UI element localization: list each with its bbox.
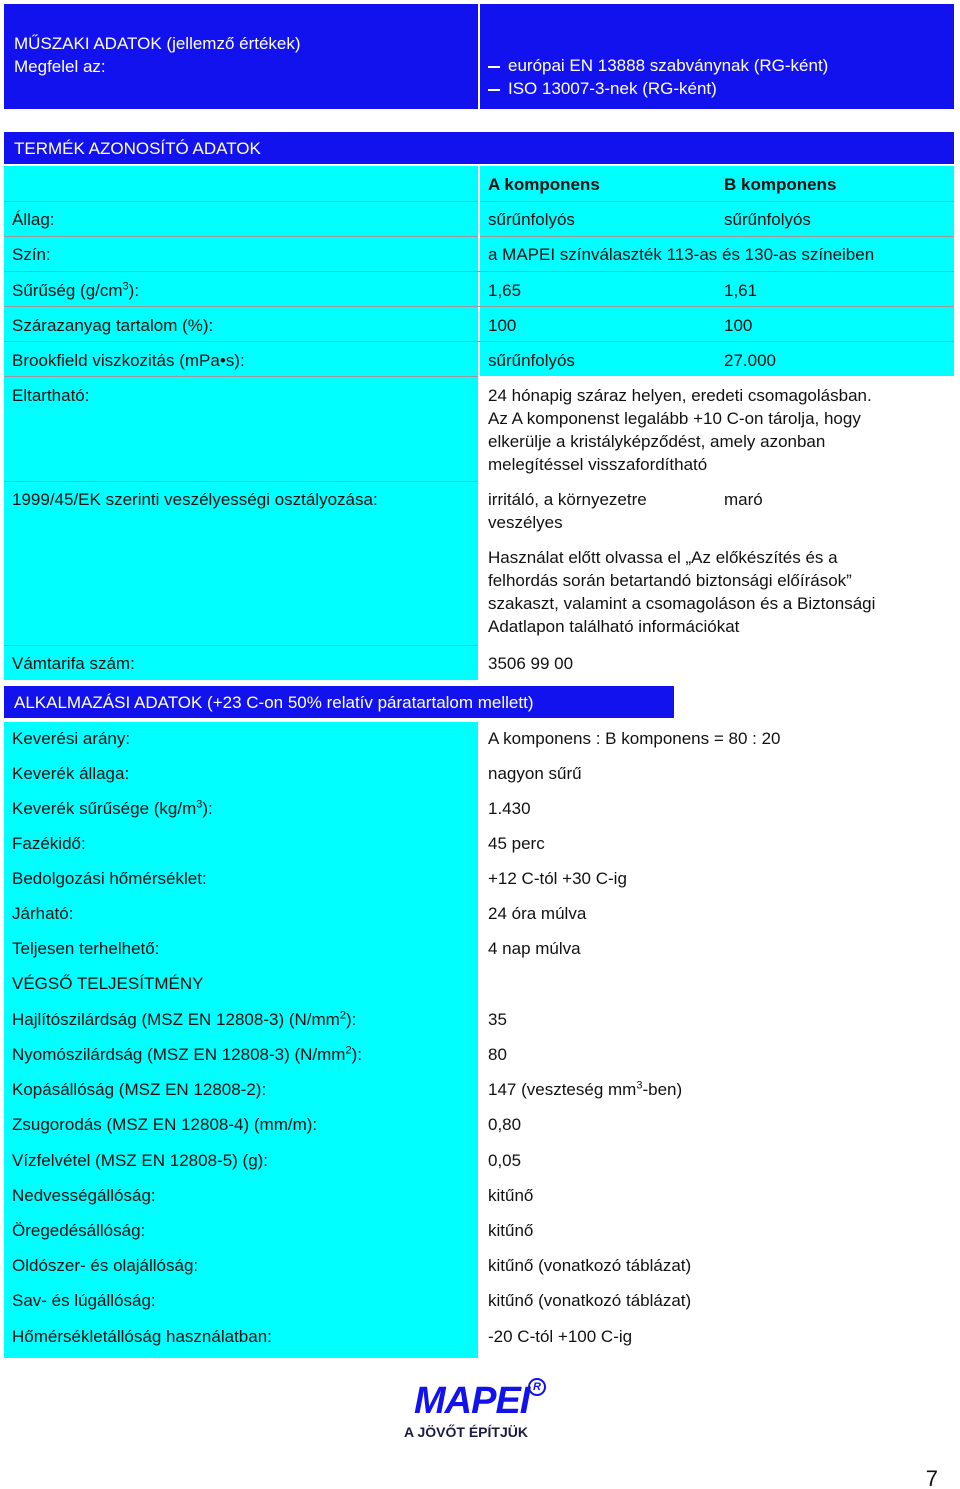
color-label: Szín:	[12, 245, 51, 264]
walkable-value: 24 óra múlva	[488, 904, 587, 923]
pot-life-value: 45 perc	[488, 834, 545, 853]
flexural-label: Hajlítószilárdság (MSZ EN 12808-3) $(N/mm^2)$:	[12, 1009, 357, 1029]
full-load-label: Teljesen terhelhető:	[12, 939, 160, 958]
solvent-label: Oldószer- és olajállóság:	[12, 1256, 199, 1275]
mix-consistency-value: nagyon sűrű	[488, 764, 582, 783]
registered-mark-icon: R	[528, 1378, 546, 1396]
divider	[4, 201, 478, 202]
divider	[480, 236, 954, 237]
consistency-label: Állag:	[12, 210, 55, 229]
application-section-bar	[4, 686, 674, 718]
flexural-value: 35	[488, 1010, 507, 1029]
header-title-box	[4, 4, 478, 109]
humidity-label: Nedvességállóság:	[12, 1186, 156, 1205]
identification-section-bar	[4, 132, 954, 164]
consistency-a-value: sűrűnfolyós	[488, 210, 575, 229]
customs-value: 3506 99 00	[488, 654, 574, 673]
hazard-note-line: Adatlapon található információkat	[488, 617, 740, 636]
water-absorption-label: Vízfelvétel (MSZ EN 12808-5) (g):	[12, 1151, 269, 1170]
aging-label: Öregedésállóság:	[12, 1221, 146, 1240]
color-value: a MAPEI színválaszték 113-as és 130-as színeiben	[488, 245, 875, 264]
storage-line: elkerülje a kristályképződést, amely azonban	[488, 432, 826, 451]
consistency-b-value: sűrűnfolyós	[724, 210, 811, 229]
abrasion-value: 147 (veszteség $mm^3-ben$)	[488, 1079, 683, 1099]
solids-a-value: 100	[488, 316, 517, 335]
acid-label: Sav- és lúgállóság:	[12, 1291, 156, 1310]
temp-resistance-value: -20 C-tól +100 C-ig	[488, 1327, 633, 1346]
hazard-a-value: irritáló, a környezetre	[488, 490, 647, 509]
shrinkage-value: 0,80	[488, 1115, 522, 1134]
section-title: TERMÉK AZONOSÍTÓ ADATOK	[14, 139, 261, 158]
divider	[4, 341, 954, 342]
column-header-a: A komponens	[488, 175, 600, 194]
storage-label: Eltartható:	[12, 386, 90, 405]
mix-consistency-label: Keverék állaga:	[12, 764, 130, 783]
divider	[4, 645, 478, 646]
viscosity-label: Brookfield viszkozitás (mPa•s):	[12, 351, 245, 370]
storage-line: 24 hónapig száraz helyen, eredeti csomagolásban.	[488, 386, 872, 405]
humidity-value: kitűnő	[488, 1186, 534, 1205]
hazard-b-value: maró	[724, 490, 763, 509]
logo-wordmark: MAPEI	[414, 1380, 530, 1422]
column-header-b: B komponens	[724, 175, 837, 194]
full-load-value: 4 nap múlva	[488, 939, 581, 958]
application-temp-label: Bedolgozási hőmérséklet:	[12, 869, 207, 888]
divider	[4, 376, 478, 377]
customs-label: Vámtarifa szám:	[12, 654, 135, 673]
header-title: MŰSZAKI ADATOK (jellemző értékek)	[14, 34, 301, 53]
page-number: 7	[925, 1466, 938, 1489]
density-b-value: 1,61	[724, 281, 758, 300]
temp-resistance-label: Hőmérsékletállóság használatban:	[12, 1327, 272, 1346]
storage-line: Az A komponenst legalább +10 C-on tárolja, hogy	[488, 409, 861, 428]
header-conforms-label: Megfelel az:	[14, 57, 106, 76]
shrinkage-label: Zsugorodás (MSZ EN 12808-4) (mm/m):	[12, 1115, 318, 1134]
water-absorption-value: 0,05	[488, 1151, 522, 1170]
compressive-value: 80	[488, 1045, 507, 1064]
divider	[4, 271, 954, 272]
mix-density-value: 1.430	[488, 799, 531, 818]
solids-label: Szárazanyag tartalom (%):	[12, 316, 214, 335]
viscosity-a-value: sűrűnfolyós	[488, 351, 575, 370]
hazard-label: 1999/45/EK szerinti veszélyességi osztályozása:	[12, 490, 378, 509]
mix-density-label: Keverék sűrűsége $(kg/m^3)$:	[12, 798, 213, 818]
performance-section-title: VÉGSŐ TELJESÍTMÉNY	[12, 974, 204, 993]
aging-value: kitűnő	[488, 1221, 534, 1240]
abrasion-label: Kopásállóság (MSZ EN 12808-2):	[12, 1080, 267, 1099]
application-temp-value: +12 C-tól +30 C-ig	[488, 869, 627, 888]
hazard-note-line: Használat előtt olvassa el „Az előkészítés és a	[488, 548, 838, 567]
mix-ratio-value: A komponens : B komponens = 80 : 20	[488, 729, 781, 748]
walkable-label: Járható:	[12, 904, 74, 923]
identification-label-column	[4, 166, 478, 680]
divider	[4, 481, 478, 482]
solvent-value: kitűnő (vonatkozó táblázat)	[488, 1256, 692, 1275]
divider	[480, 201, 954, 202]
divider	[4, 236, 478, 237]
mix-ratio-label: Keverési arány:	[12, 729, 131, 748]
acid-value: kitűnő (vonatkozó táblázat)	[488, 1291, 692, 1310]
storage-line: melegítéssel visszafordítható	[488, 455, 708, 474]
divider	[4, 306, 954, 307]
standard-item: európai EN 13888 szabványnak (RG-ként)	[488, 56, 828, 76]
density-label: Sűrűség $(g/cm^3)$:	[12, 280, 140, 300]
hazard-a-value: veszélyes	[488, 513, 563, 532]
section-title: ALKALMAZÁSI ADATOK (+23 C-on 50% relatív páratartalom mellett)	[14, 693, 534, 712]
logo-tagline: A JÖVŐT ÉPÍTJÜK	[404, 1424, 528, 1440]
mapei-logo	[404, 1380, 560, 1450]
header-standards-box	[480, 4, 954, 109]
hazard-note-line: felhordás során betartandó biztonsági előírások”	[488, 571, 852, 590]
viscosity-b-value: 27.000	[724, 351, 776, 370]
pot-life-label: Fazékidő:	[12, 834, 86, 853]
hazard-note-line: szakaszt, valamint a csomagoláson és a Biztonsági	[488, 594, 876, 613]
solids-b-value: 100	[724, 316, 753, 335]
density-a-value: 1,65	[488, 281, 522, 300]
compressive-label: Nyomószilárdság (MSZ EN 12808-3) $(N/mm^2)$:	[12, 1044, 362, 1064]
standard-item: ISO 13007-3-nek (RG-ként)	[488, 79, 717, 99]
